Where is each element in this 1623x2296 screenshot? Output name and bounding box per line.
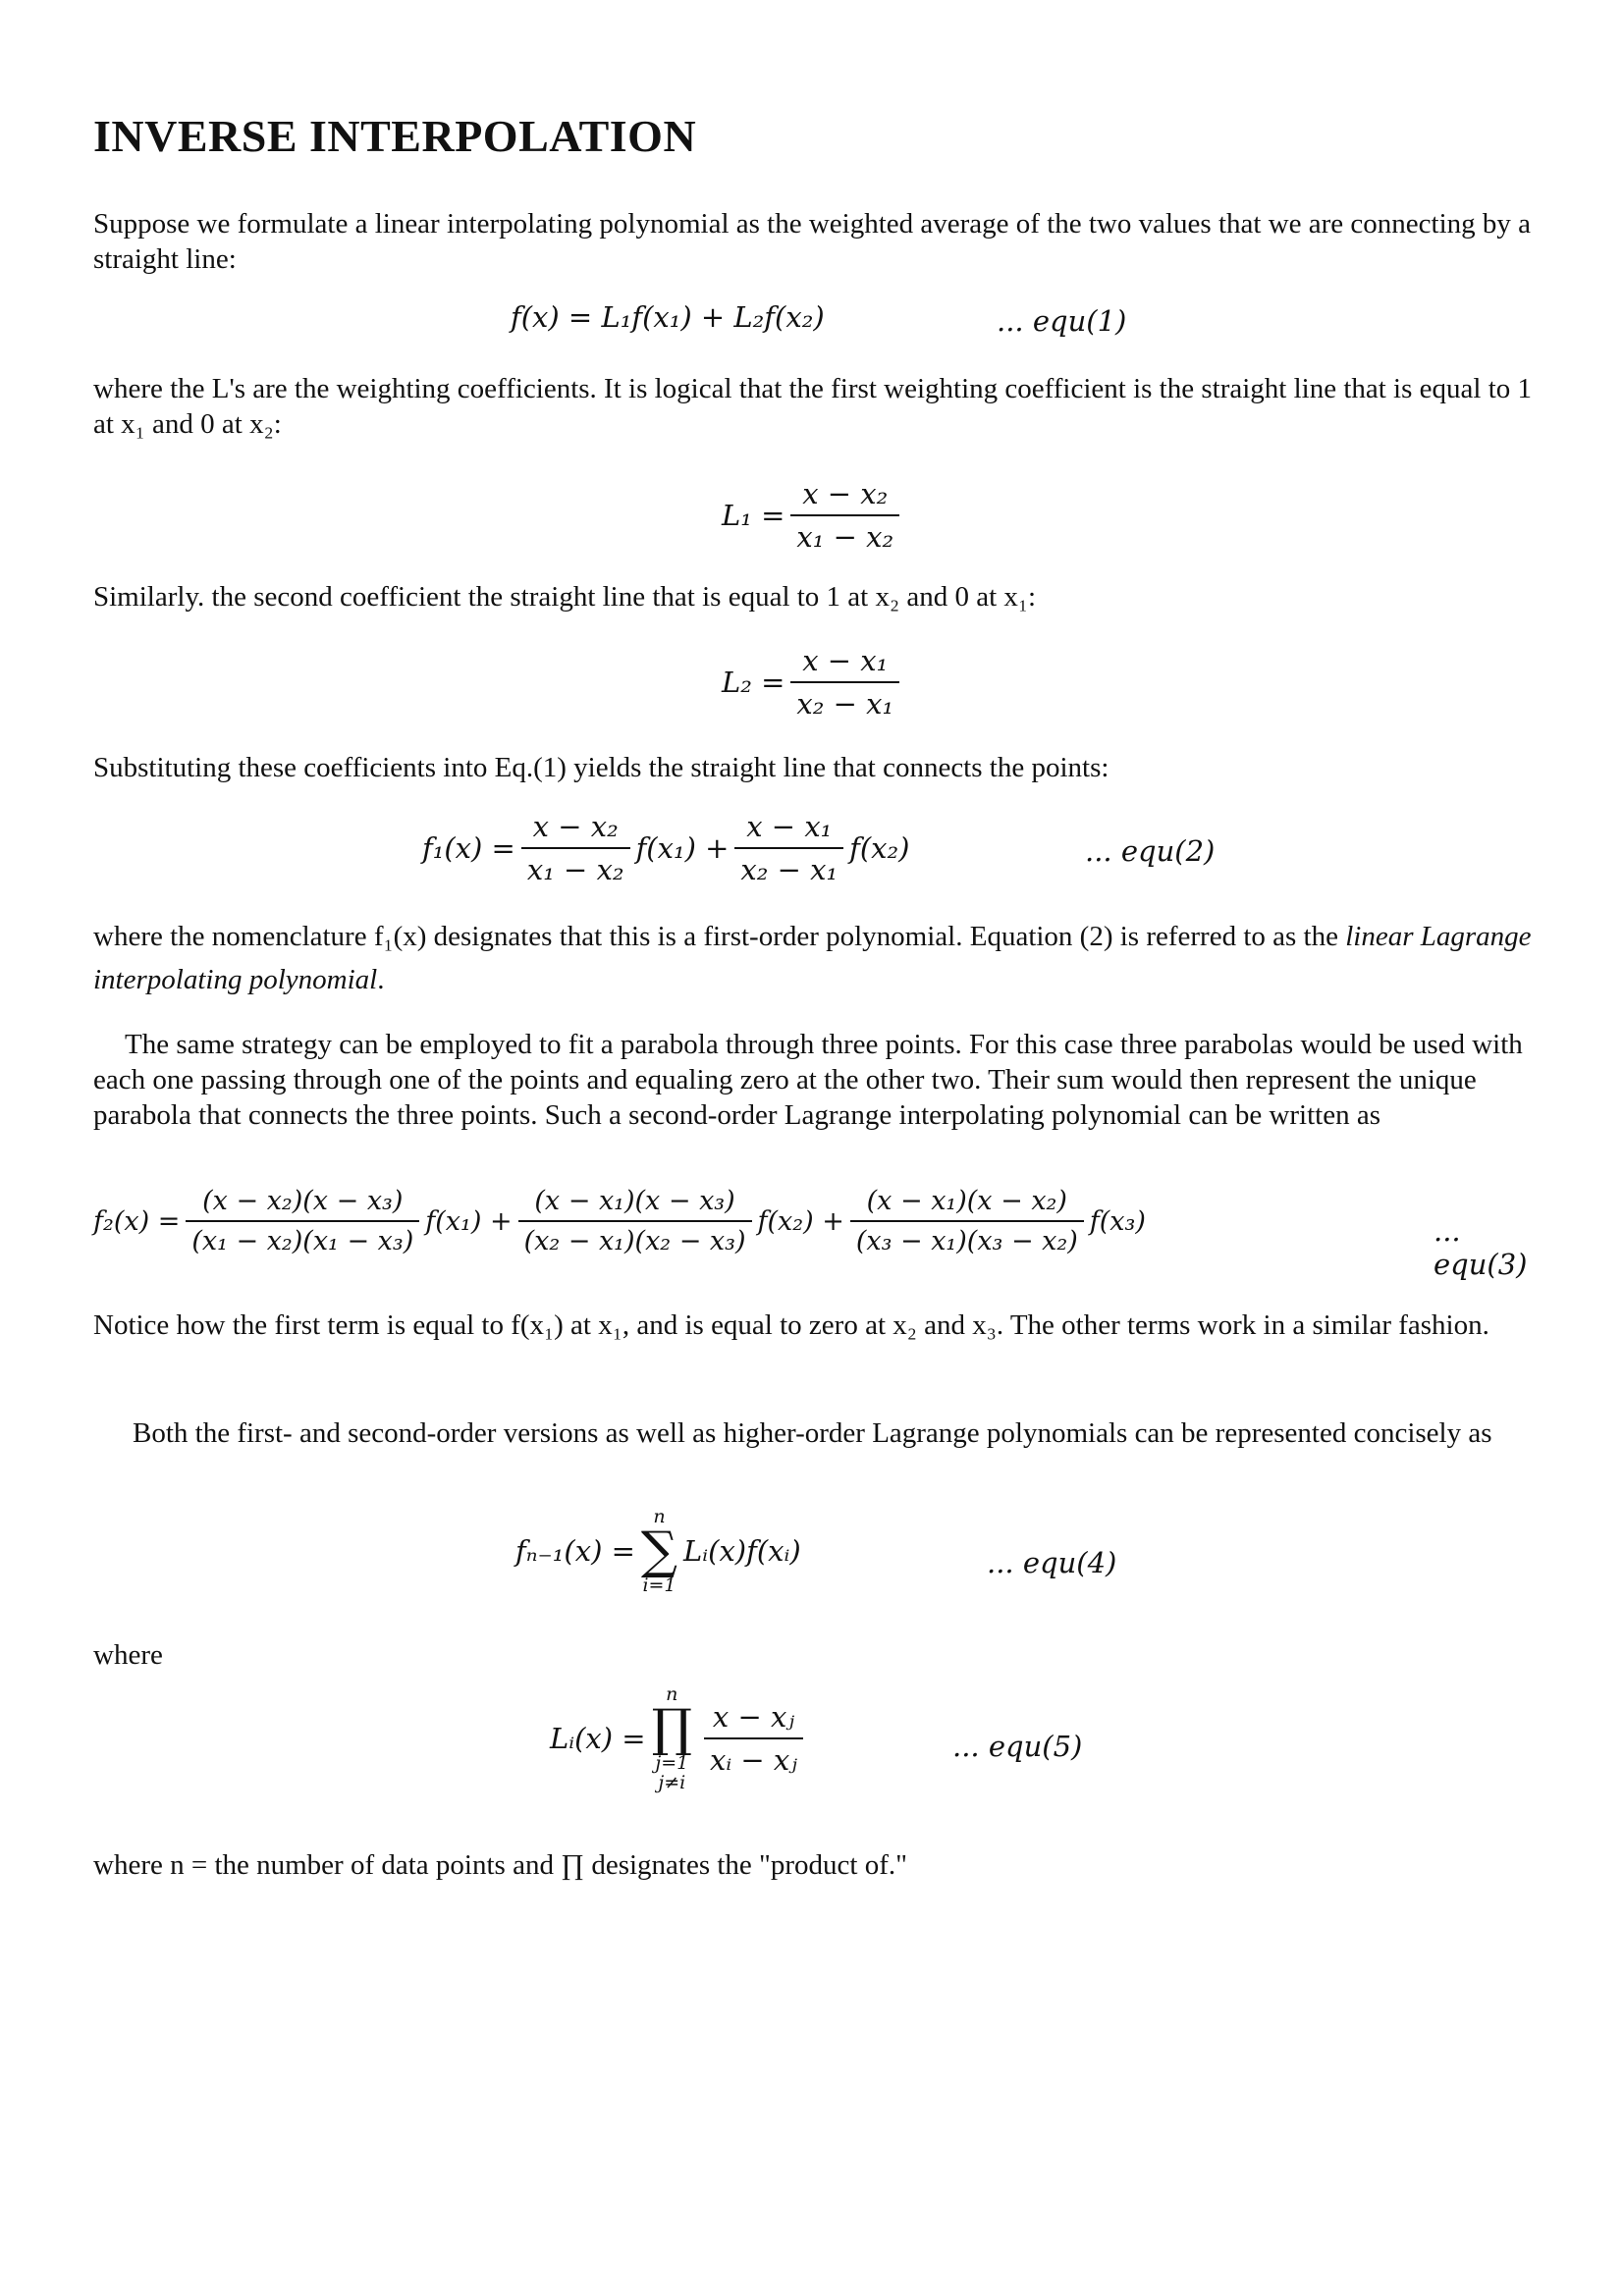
equation-5-number: ... equ(5) <box>952 1730 1083 1763</box>
equation-4 <box>515 1507 801 1595</box>
equation-1 <box>511 300 825 334</box>
equation-L2-lhs: L₂ = <box>722 666 785 699</box>
equation-5-numerator: x − xⱼ <box>712 1700 795 1734</box>
equation-L1-lhs: L₁ = <box>722 499 785 532</box>
paragraph-nomenclature-italic: linear Lagrange interpolating polynomial <box>93 921 1532 995</box>
paragraph-nomenclature-text: where the nomenclature f₁(x) designates that this is a first-order polynomial. Equation (2) is referred to as the <box>93 921 1346 952</box>
equation-L1 <box>722 477 905 554</box>
equation-5-denominator: xᵢ − xⱼ <box>704 1737 803 1777</box>
equation-L2-numerator: x − x₁ <box>802 644 889 677</box>
paragraph-nomenclature-end: . <box>377 964 385 995</box>
equation-2-numerator-2: x − x₁ <box>746 810 833 843</box>
paragraph-notice: Notice how the first term is equal to f(x₁) at x₁, and is equal to zero at x₂ and x₃. The other terms work in a similar fashion. <box>93 1309 1489 1341</box>
equation-1-body: f(x) = L₁f(x₁) + L₂f(x₂) <box>511 300 825 334</box>
equation-2-fraction-2 <box>734 810 843 886</box>
product-lower-limit-1: j=1 <box>655 1752 689 1774</box>
equation-2-fraction-1 <box>521 810 630 886</box>
equation-3-term-3: f(x₃) <box>1089 1205 1146 1237</box>
equation-3-numerator-3: (x − x₁)(x − x₂) <box>866 1186 1067 1216</box>
equation-L1-denominator: x₁ − x₂ <box>790 514 899 554</box>
equation-3-fraction-3 <box>850 1186 1084 1256</box>
equation-L2 <box>722 644 905 721</box>
equation-3-numerator-2: (x − x₁)(x − x₃) <box>534 1186 735 1216</box>
equation-L2-fraction <box>790 644 899 721</box>
equation-3-number: ... equ(3) <box>1434 1214 1528 1281</box>
paragraph-nomenclature <box>93 915 1546 1001</box>
paragraph-final: where n = the number of data points and ∏ designates the "product of." <box>93 1849 907 1881</box>
equation-3-term-1: f(x₁) + <box>425 1205 513 1237</box>
summation-lower-limit: i=1 <box>642 1575 676 1596</box>
equation-2-tail: f(x₂) <box>849 831 910 865</box>
equation-3-term-2: f(x₂) + <box>757 1205 844 1237</box>
equation-2-numerator-1: x − x₂ <box>532 810 619 843</box>
paragraph-parabola: The same strategy can be employed to fit a parabola through three points. For this case three parabolas would be used with each one passing through one of the points and equaling zero at the other two. Their sum would then represent the unique parabola that connects the three points. Such a second-order Lagrange interpolating polynomial can be written as <box>93 1029 1523 1131</box>
equation-L1-fraction <box>790 477 899 554</box>
paragraph-substituting: Substituting these coefficients into Eq.(1) yields the straight line that connects the points: <box>93 752 1109 783</box>
equation-4-number: ... equ(4) <box>987 1546 1117 1579</box>
equation-3 <box>93 1186 1146 1256</box>
equation-5-fraction <box>704 1700 803 1777</box>
equation-3-numerator-1: (x − x₂)(x − x₃) <box>202 1186 404 1216</box>
equation-2-number: ... equ(2) <box>1085 834 1216 868</box>
product-symbol <box>652 1684 692 1792</box>
product-upper-limit: n <box>666 1683 678 1705</box>
equation-1-number: ... equ(1) <box>997 304 1127 338</box>
summation-icon: ∑ <box>640 1522 678 1580</box>
equation-L2-denominator: x₂ − x₁ <box>790 681 899 721</box>
equation-4-lhs: fₙ₋₁(x) = <box>515 1534 635 1568</box>
paragraph-second-coefficient: Similarly. the second coefficient the straight line that is equal to 1 at x₂ and 0 at x₁: <box>93 581 1037 613</box>
equation-L1-numerator: x − x₂ <box>802 477 889 510</box>
paragraph-weighting: where the L's are the weighting coefficients. It is logical that the first weighting coefficient is the straight line that is equal to 1 at x₁ and 0 at x₂: <box>93 373 1533 440</box>
equation-2-denominator-1: x₁ − x₂ <box>521 847 630 886</box>
paragraph-intro: Suppose we formulate a linear interpolating polynomial as the weighted average of the two values that we are connecting by a straight line: <box>93 208 1532 275</box>
equation-5-lhs: Lᵢ(x) = <box>550 1722 646 1755</box>
equation-3-denominator-3: (x₃ − x₁)(x₃ − x₂) <box>850 1220 1084 1256</box>
page-title: INVERSE INTERPOLATION <box>93 111 697 161</box>
equation-3-fraction-1 <box>186 1186 419 1256</box>
paragraph-concise: Both the first- and second-order versions as well as higher-order Lagrange polynomials can be represented concisely as <box>133 1417 1492 1449</box>
equation-4-rhs: Lᵢ(x)f(xᵢ) <box>683 1534 801 1568</box>
equation-2 <box>422 810 909 886</box>
summation-symbol <box>641 1507 677 1595</box>
equation-5 <box>550 1684 809 1792</box>
equation-3-lhs: f₂(x) = <box>93 1205 181 1237</box>
product-icon: ∏ <box>651 1699 692 1758</box>
summation-upper-limit: n <box>653 1506 666 1527</box>
equation-2-lhs: f₁(x) = <box>422 831 515 865</box>
equation-3-denominator-1: (x₁ − x₂)(x₁ − x₃) <box>186 1220 419 1256</box>
equation-3-fraction-2 <box>518 1186 752 1256</box>
equation-2-middle: f(x₁) + <box>635 831 730 865</box>
equation-3-denominator-2: (x₂ − x₁)(x₂ − x₃) <box>518 1220 752 1256</box>
equation-2-denominator-2: x₂ − x₁ <box>734 847 843 886</box>
product-lower-limit-2: j≠i <box>658 1772 686 1793</box>
paragraph-where: where <box>93 1639 163 1671</box>
